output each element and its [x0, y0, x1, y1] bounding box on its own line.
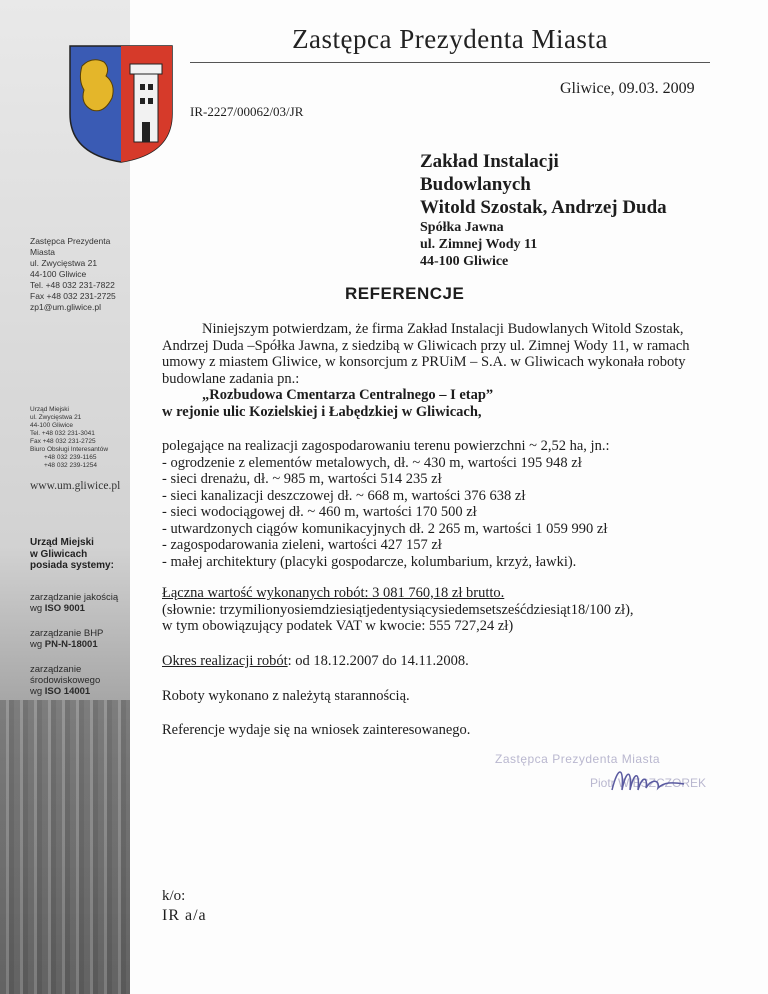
sidebar-contact-line: Tel. +48 032 231-7822: [30, 280, 115, 290]
iso-prefix: wg: [30, 603, 43, 614]
iso-bhp-block: [30, 628, 103, 650]
list-item: - sieci kanalizacji deszczowej dł. ~ 668 m, wartości 376 638 zł: [162, 487, 526, 504]
completion-statement: Roboty wykonano z należytą starannością.: [162, 688, 410, 704]
period-value: : od 18.12.2007 do 14.11.2008.: [287, 653, 469, 669]
list-item: - małej architektury (placyki gospodarcze, kolumbarium, krzyż, ławki).: [162, 553, 577, 570]
addressee-company-type: Spółka Jawna: [420, 220, 504, 235]
iso-code: ISO 14001: [44, 686, 91, 697]
list-item: - zagospodarowania zieleni, wartości 427 157 zł: [162, 537, 442, 553]
list-item: polegające na realizacji zagospodarowaniu terenu powierzchni ~ 2,52 ha, jn.:: [162, 438, 610, 454]
sidebar-office-line: Urząd Miejski: [30, 406, 70, 413]
sidebar-systems-heading: [30, 537, 114, 572]
footer-block: [162, 886, 207, 926]
sidebar-contact-line: Fax +48 032 231-2725: [30, 291, 116, 301]
systems-heading-line: w Gliwicach: [30, 548, 88, 560]
addressee-line-3: Witold Szostak, Andrzej Duda: [420, 197, 667, 218]
iso-14001-block: [30, 664, 100, 697]
list-item: - ogrodzenie z elementów metalowych, dł. ~ 430 m, wartości 195 948 zł: [162, 454, 582, 471]
footer-ir: IR a/a: [162, 907, 207, 924]
sidebar-office-line: +48 032 239-1254: [44, 462, 97, 469]
addressee-line-1: Zakład Instalacji: [420, 151, 559, 172]
letter-date: Gliwice, 09.03. 2009: [560, 80, 695, 97]
iso-label: zarządzanie jakością: [30, 592, 119, 603]
stamp-title: Zastępca Prezydenta Miasta: [495, 752, 661, 766]
handwritten-signature: [608, 760, 688, 800]
list-item: - sieci drenażu, dł. ~ 985 m, wartości 514 235 zł: [162, 471, 442, 487]
sidebar-contact-line: ul. Zwycięstwa 21: [30, 258, 98, 268]
addressee-block: [420, 150, 667, 270]
reference-number: IR-2227/00062/03/JR: [190, 104, 304, 119]
sidebar-office-line: +48 032 239-1165: [44, 454, 97, 461]
city-coat-of-arms-icon: [68, 44, 174, 164]
total-value-words: (słownie: trzymilionyosiemdziesiątjedentysiącysiedemsetsześćdziesiąt18/100 zł),: [162, 601, 634, 618]
list-item: - sieci wodociągowej dł. ~ 460 m, wartości 170 500 zł: [162, 504, 477, 520]
sidebar-email: zp1@um.gliwice.pl: [30, 302, 101, 312]
header-divider: [190, 62, 710, 63]
iso-prefix: wg: [30, 686, 43, 697]
stamp-name: Piotr WIESZCZOREK: [590, 776, 707, 790]
sidebar-office-line: Fax +48 032 231-2725: [30, 438, 96, 445]
addressee-street: ul. Zimnej Wody 11: [420, 237, 538, 252]
total-value-block: [162, 585, 722, 635]
addressee-city: 44-100 Gliwice: [420, 254, 509, 269]
sidebar-office: [30, 406, 108, 470]
systems-heading-line: posiada systemy:: [30, 560, 114, 571]
sidebar-contact-line: 44-100 Gliwice: [30, 269, 87, 279]
period-label: Okres realizacji robót: [162, 653, 288, 669]
realization-period: [162, 653, 722, 670]
sidebar-office-line: Tel. +48 032 231-3041: [30, 430, 95, 437]
sidebar-contact: [30, 236, 116, 313]
total-value: Łączna wartość wykonanych robót: 3 081 760,18 zł brutto.: [162, 585, 505, 601]
issuance-statement: Referencje wydaje się na wniosek zainteresowanego.: [162, 722, 471, 738]
iso-prefix: wg: [30, 639, 43, 650]
sidebar-office-line: ul. Zwycięstwa 21: [30, 414, 82, 421]
iso-label: zarządzanie BHP: [30, 628, 104, 639]
project-location: w rejonie ulic Kozielskiej i Łabędzkiej w Gliwicach,: [162, 403, 482, 420]
project-name: „Rozbudowa Cmentarza Centralnego – I etap”: [202, 387, 494, 403]
sidebar-office-line: Biuro Obsługi Interesantów: [30, 446, 109, 453]
list-item: - utwardzonych ciągów komunikacyjnych dł. 2 265 m, wartości 1 059 990 zł: [162, 520, 608, 537]
works-list: [162, 438, 722, 570]
sidebar-contact-line: Zastępca Prezydenta: [30, 236, 111, 246]
iso-code: PN-N-18001: [44, 639, 98, 650]
sidebar-contact-line: Miasta: [30, 247, 56, 257]
iso-code: ISO 9001: [44, 603, 85, 614]
footer-ko: k/o:: [162, 888, 186, 904]
sidebar-office-line: 44-100 Gliwice: [30, 422, 73, 429]
sidebar-website: www.um.gliwice.pl: [30, 480, 121, 492]
vat-value: w tym obowiązujący podatek VAT w kwocie: 555 727,24 zł): [162, 618, 514, 634]
iso-label: zarządzanie: [30, 664, 82, 675]
iso-label: środowiskowego: [30, 675, 101, 686]
intro-text: Niniejszym potwierdzam, że firma Zakład Instalacji Budowlanych Witold Szostak, Andrzej Duda –Spółka Jawna, z siedzibą w Gliwicach przy ul. Zimnej Wody 11, w ramach umowy z miastem Gliwice, w konsorcjum z PRUiM – S.A. w Gliwicach wykonała roboty budowlane zadania pn.:: [162, 321, 690, 387]
addressee-line-2: Budowlanych: [420, 174, 531, 195]
document-title: REFERENCJE: [345, 284, 465, 303]
page-title: Zastępca Prezydenta Miasta: [292, 24, 608, 54]
systems-heading-line: Urząd Miejski: [30, 537, 94, 548]
building-photo: [0, 700, 130, 994]
iso-9001-block: [30, 592, 118, 614]
intro-paragraph: [162, 321, 722, 420]
